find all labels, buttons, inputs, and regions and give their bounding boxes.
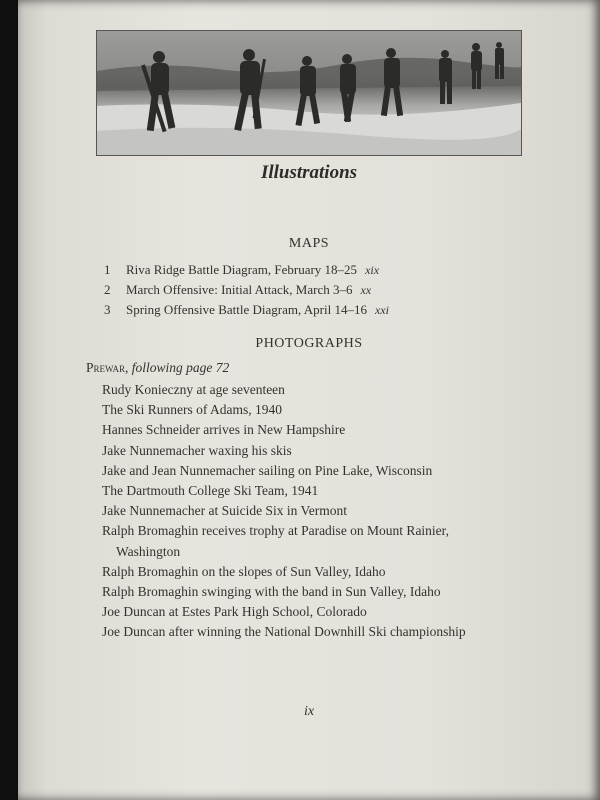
section-label-page: following page 72	[131, 360, 230, 375]
photo-item	[102, 400, 582, 420]
map-item	[104, 262, 379, 278]
photo-item	[102, 602, 582, 622]
photographs-heading: PHOTOGRAPHS	[255, 336, 363, 351]
photo-item-text: Joe Duncan at Estes Park High School, Colorado	[102, 604, 367, 620]
section-label-era: Prewar,	[86, 360, 129, 375]
soldiers-skiing-photo	[96, 30, 522, 156]
photo-item	[102, 420, 582, 440]
page-title: Illustrations	[260, 162, 358, 183]
map-item-number: 1	[104, 262, 111, 277]
map-item	[104, 302, 389, 318]
map-item-number: 3	[104, 302, 111, 317]
photo-item-text: The Ski Runners of Adams, 1940	[102, 402, 282, 418]
photo-item	[102, 622, 582, 642]
map-item-page: xix	[365, 263, 380, 277]
photo-item	[102, 582, 582, 602]
photo-item-text: Jake Nunnemacher at Suicide Six in Vermont	[102, 503, 347, 519]
photo-item	[102, 521, 582, 561]
photo-item	[102, 501, 582, 521]
photo-list	[102, 380, 582, 643]
photo-item	[102, 441, 582, 461]
photo-item-text: Ralph Bromaghin receives trophy at Paradise on Mount Rainier,	[102, 523, 450, 539]
photo-item-text: Rudy Konieczny at age seventeen	[102, 382, 285, 397]
photo-section-label	[86, 360, 229, 376]
map-item-page: xx	[360, 283, 372, 297]
maps-heading: MAPS	[288, 236, 330, 251]
map-item	[104, 282, 371, 298]
photo-item-text: Ralph Bromaghin swinging with the band in Sun Valley, Idaho	[102, 584, 441, 600]
map-item-page: xxi	[374, 303, 389, 317]
photo-item	[102, 562, 582, 582]
book-page	[18, 0, 600, 800]
photo-item-text: Hannes Schneider arrives in New Hampshire	[102, 422, 346, 438]
photo-item-text-continued: Washington	[116, 543, 181, 559]
photo-item-text: Jake Nunnemacher waxing his skis	[102, 442, 292, 458]
photo-item-text: The Dartmouth College Ski Team, 1941	[102, 483, 319, 499]
map-item-number: 2	[104, 282, 111, 297]
photo-item-text: Jake and Jean Nunnemacher sailing on Pine Lake, Wisconsin	[102, 462, 433, 478]
photo-item	[102, 481, 582, 501]
photo-item	[102, 461, 582, 481]
photo-item-text: Ralph Bromaghin on the slopes of Sun Valley, Idaho	[102, 563, 386, 579]
page-number: ix	[303, 704, 315, 719]
map-item-label: Riva Ridge Battle Diagram, February 18–25	[126, 262, 358, 277]
photo-illustration	[97, 31, 521, 155]
photo-item-text: Joe Duncan after winning the National Downhill Ski championship	[102, 624, 466, 640]
map-item-label: Spring Offensive Battle Diagram, April 14–16	[126, 302, 367, 317]
photo-item	[102, 380, 582, 400]
map-item-label: March Offensive: Initial Attack, March 3–6	[126, 282, 353, 297]
